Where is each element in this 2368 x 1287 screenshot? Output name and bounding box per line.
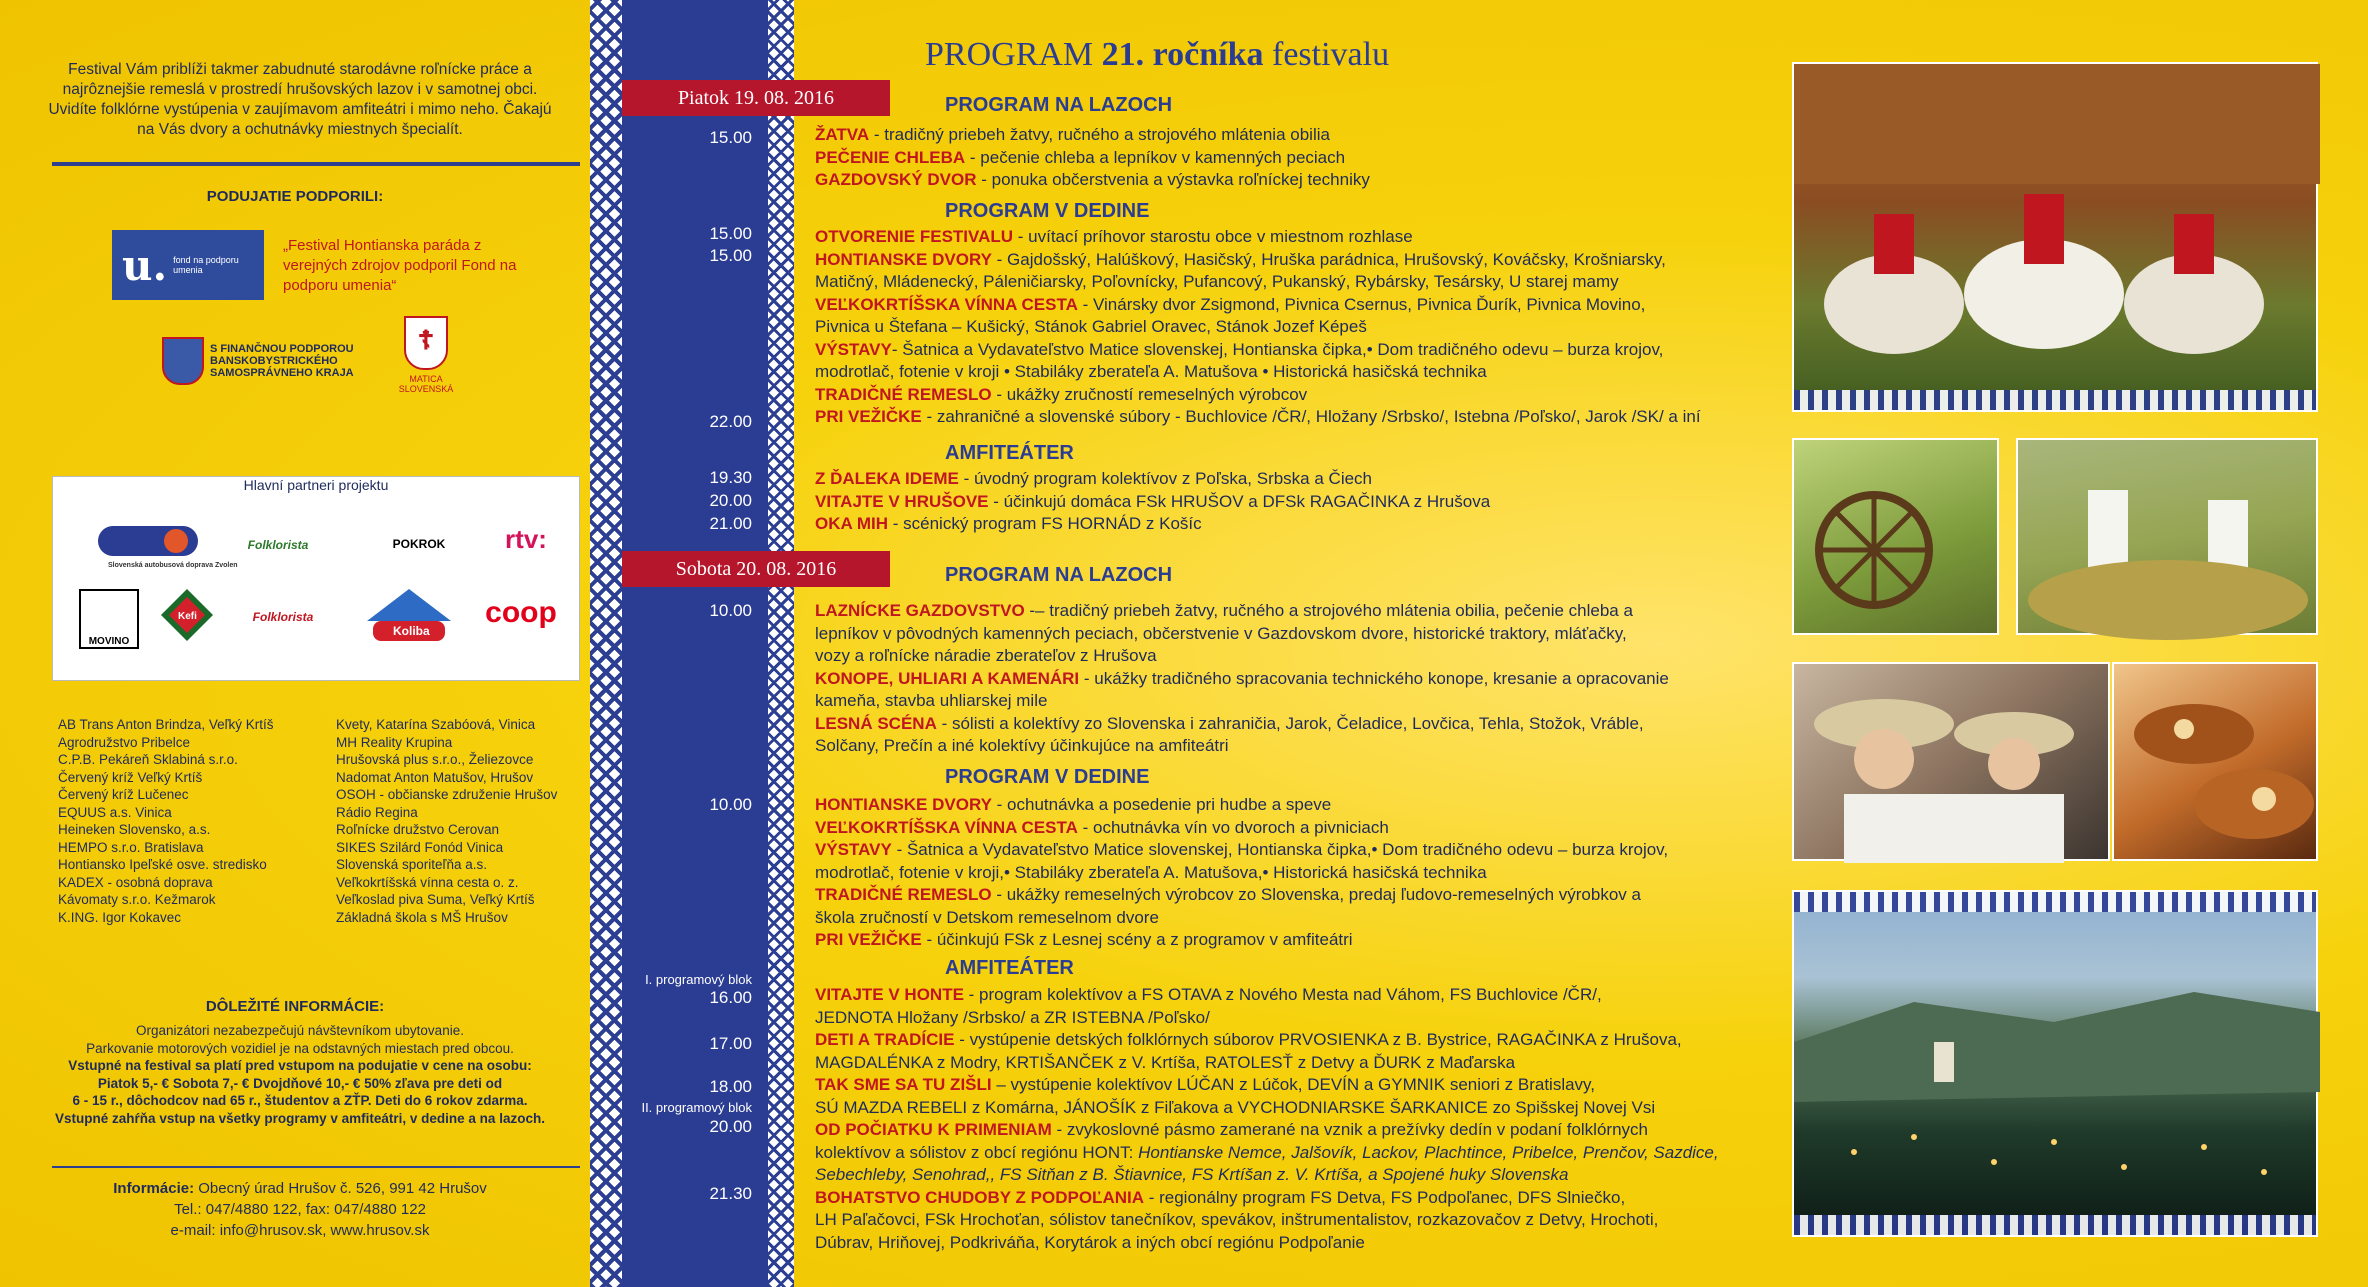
photo-children-hats — [1792, 662, 2110, 861]
event-name: TRADIČNÉ REMESLO — [815, 384, 992, 404]
list-item: AB Trans Anton Brindza, Veľký Krtíš — [58, 717, 274, 732]
time-label: 15.00 — [709, 224, 752, 243]
event-name: OKA MIH — [815, 514, 889, 533]
children-illustration — [1794, 664, 2112, 863]
day2-amfi-title: AMFITEÁTER — [945, 957, 1074, 979]
embroidery-border-top — [1794, 892, 2316, 912]
fpu-logo-letter: u. — [122, 240, 168, 290]
event-name: VEĽKOKRTÍŠSKA VÍNNA CESTA — [815, 817, 1078, 837]
event-text: - ochutnávka vín vo dvoroch a pivniciach — [1077, 817, 1389, 837]
photo-baked-goods — [2112, 662, 2318, 861]
day1-dedina-title: PROGRAM V DEDINE — [945, 200, 1150, 222]
intro-text: Festival Vám priblíži takmer zabudnuté starodávne roľnícke práce a najrôznejšie remeslá v prostredí hrušovských lazov i v samotnej obci. Uvidíte folklórne vystúpenia v zaujímavom amfiteátri i mimo neho. Čakajú na Vás dvory a ochutnávky miestnych špecialít. — [48, 61, 552, 138]
event-name: VITAJTE V HRUŠOVE — [815, 491, 989, 511]
event-text: JEDNOTA Hložany /Srbsko/ a ZR ISTEBNA /Poľsko/ — [815, 1007, 1210, 1027]
info-line: Organizátori nezabezpečujú návštevníkom ubytovanie. — [136, 1023, 464, 1038]
photo-village-panorama — [1792, 890, 2318, 1237]
event-text: - Gajdošský, Halúškový, Hasičský, Hruška parádnica, Hrušovský, Kováčsky, Krošniarsky, — [991, 249, 1666, 269]
event-name: VÝSTAVY — [815, 339, 892, 359]
event-name: VEĽKOKRTÍŠSKA VÍNNA CESTA — [815, 294, 1078, 314]
day1-lazy-title: PROGRAM NA LAZOCH — [945, 94, 1173, 116]
event-text: škola zručností v Detskom remeselnom dvore — [815, 907, 1159, 927]
day1-amfi-rows — [815, 468, 1765, 536]
event-text: - ponuka občerstvenia a výstavka roľníckej techniky — [976, 170, 1370, 189]
list-item: Agrodružstvo Pribelce — [58, 734, 191, 750]
koliba-icon — [359, 585, 459, 645]
support-title: PODUJATIE PODPORILI: — [206, 188, 384, 205]
fpu-statement: „Festival Hontianska paráda z verejných zdrojov podporil Fond na podporu umenia“ — [283, 237, 517, 294]
divider — [52, 162, 580, 166]
event-name: LESNÁ SCÉNA — [815, 713, 937, 733]
time-label: 15.00 — [709, 128, 752, 147]
rtv-logo: rtv: — [505, 523, 547, 554]
event-text: – vystúpenie kolektívov LÚČAN z Lúčok, DEVÍN a GYMNIK seniori z Bratislavy, — [991, 1075, 1596, 1094]
info-block — [40, 1022, 560, 1127]
event-text: - Vinársky dvor Zsigmond, Pivnica Csernus, Pivnica Ďurík, Pivnica Movino, — [1077, 294, 1646, 314]
pastry-illustration — [2114, 664, 2320, 863]
list-item: Hrušovská plus s.r.o., Želiezovce — [336, 752, 534, 767]
event-text: - scénický program FS HORNÁD z Košíc — [888, 514, 1202, 533]
event-text: - pečenie chleba a lepníkov v kamenných peciach — [965, 147, 1346, 167]
day2-lazy-title: PROGRAM NA LAZOCH — [945, 564, 1173, 586]
event-text: MAGDALÉNKA z Modry, KRTIŠANČEK z V. Krtíša, RATOLESŤ z Detvy a ĎURK z Maďarska — [815, 1052, 1516, 1072]
event-name: VITAJTE V HONTE — [815, 985, 964, 1004]
event-italic: Sebechleby, Senohrad,, FS Sitňan z B. Štiavnice, FS Krtíšan z. V. Krtíša, a Spojené huky Slovenska — [815, 1165, 1569, 1184]
list-item: EQUUS a.s. Vinica — [58, 804, 172, 820]
event-text: Pivnica u Štefana – Kušický, Stánok Gabriel Oravec, Stánok Jozef Képeš — [815, 317, 1367, 336]
list-item: Červený kríž Veľký Krtíš — [58, 769, 203, 785]
kefi-icon — [161, 589, 213, 641]
photo-harvest-men — [2016, 438, 2318, 635]
dancers-illustration — [1794, 64, 2320, 414]
list-item: Roľnícke družstvo Cerovan — [336, 822, 500, 837]
contact-address: Obecný úrad Hrušov č. 526, 991 42 Hrušov — [198, 1180, 487, 1197]
bbsk-crest-icon — [162, 337, 204, 385]
photo-folk-dancers — [1792, 62, 2318, 412]
blok-label: II. programový blok — [641, 1100, 752, 1115]
program-title — [925, 36, 1389, 74]
event-name: PRI VEŽIČKE — [815, 930, 922, 949]
list-item: C.P.B. Pekáreň Sklabiná s.r.o. — [58, 752, 238, 767]
blok-label: I. programový blok — [645, 972, 752, 987]
event-name: LAZNÍCKE GAZDOVSTVO — [815, 601, 1025, 620]
event-text: -– tradičný priebeh žatvy, ručného a strojového mlátenia obilia, pečenie chleba a — [1024, 601, 1633, 620]
matica-logo — [396, 316, 456, 394]
event-italic: Hontianske Nemce, Jalšovík, Lackov, Plachtince, Pribelce, Prenčov, Sazdice, — [1138, 1142, 1719, 1162]
event-text: LH Paľačovci, FSk Hrochoťan, sólistov tanečníkov, spevákov, inštrumentalistov, rozkazovačov z Detvy, Hrochoti, — [815, 1210, 1659, 1229]
list-item: Veľkokrtíšská vínna cesta o. z. — [336, 874, 519, 890]
time-label: 20.00 — [709, 1117, 752, 1136]
event-name: OTVORENIE FESTIVALU — [815, 227, 1014, 246]
day1-dedina-rows — [815, 226, 1765, 429]
event-text: modrotlač, fotenie v kroji • Stabiláky zberateľa A. Matušova • Historická hasičská technika — [815, 362, 1487, 381]
sponsors-right — [336, 716, 557, 926]
contact-email[interactable]: e-mail: info@hrusov.sk, www.hrusov.sk — [170, 1222, 430, 1239]
event-text: - uvítací príhovor starostu obce v miestnom rozhlase — [1013, 227, 1413, 246]
info-line: Piatok 5,- € Sobota 7,- € Dvojdňové 10,- € 50% zľava pre deti od — [97, 1075, 503, 1091]
village-illustration — [1794, 892, 2320, 1239]
info-line: Parkovanie motorových vozidiel je na odstavných miestach pred obcou. — [86, 1040, 514, 1056]
contact-phone: Tel.: 047/4880 122, fax: 047/4880 122 — [174, 1201, 426, 1218]
pokrok-logo: POKROK — [392, 537, 446, 551]
event-text: - regionálny program FS Detva, FS Podpoľanec, DFS Slniečko, — [1144, 1187, 1626, 1207]
event-text: - zahraničné a slovenské súbory - Buchlovice /ČR/, Hložany /Srbsko/, Istebna /Poľsko/, Jarok /SK/ a iní — [921, 407, 1701, 426]
title-bold: 21. ročníka — [1101, 36, 1264, 73]
event-text: - ukážky zručností remeselných výrobcov — [991, 384, 1308, 404]
list-item: SIKES Szilárd Fonód Vinica — [336, 839, 504, 855]
time-label: 16.00 — [709, 988, 752, 1007]
event-text: Matičný, Mládenecký, Páleničiarsky, Poľovnícky, Pufancový, Pukanský, Rybársky, Tesársky, U starej mamy — [815, 272, 1619, 291]
matica-text: MATICA SLOVENSKÁ — [398, 374, 454, 394]
title-pre: PROGRAM — [925, 36, 1102, 73]
sad-zvolen-logo — [93, 519, 238, 571]
list-item: Hontiansko Ipeľské osve. stredisko — [58, 857, 267, 872]
event-name: HONTIANSKE DVORY — [815, 249, 992, 269]
list-item: KADEX - osobná doprava — [58, 874, 213, 890]
double-cross-icon: ☦ — [404, 316, 448, 370]
ornament-strip-2 — [768, 0, 794, 1287]
event-name: VÝSTAVY — [815, 840, 892, 859]
list-item: Nadomat Anton Matušov, Hrušov — [336, 769, 534, 785]
event-name: BOHATSTVO CHUDOBY Z PODPOĽANIA — [815, 1187, 1144, 1207]
list-item: K.ING. Igor Kokavec — [58, 909, 182, 925]
kefi-logo — [161, 589, 213, 641]
movino-logo: MOVINO — [79, 589, 139, 649]
list-item: Heineken Slovensko, a.s. — [58, 822, 211, 837]
coop-logo: coop — [485, 596, 557, 629]
event-name: TAK SME SA TU ZIŠLI — [815, 1075, 992, 1094]
info-line: Vstupné zahŕňa vstup na všetky programy v amfiteátri, v dedine a na lazoch. — [55, 1110, 545, 1126]
day1-badge: Piatok 19. 08. 2016 — [622, 80, 890, 116]
event-text: kolektívov a sólistov z obcí regiónu HONT: — [815, 1142, 1139, 1162]
event-name: Z ĎALEKA IDEME — [815, 469, 959, 488]
event-text: Dúbrav, Hriňovej, Podkriváňa, Korytárok a iných obcí regiónu Podpoľanie — [815, 1232, 1365, 1252]
event-text: - zvykoslovné pásmo zamerané na vznik a prežívky dedín v podaní folklórnych — [1051, 1120, 1648, 1139]
day1-lazy-rows — [815, 124, 1765, 192]
contact-block — [40, 1178, 560, 1241]
event-text: - sólisti a kolektívy zo Slovenska i zahraničia, Jarok, Čeladice, Lovčica, Tehla, Stožok, Vráble, — [936, 713, 1644, 733]
embroidery-border-bottom — [1794, 1215, 2316, 1235]
contact-label: Informácie: — [113, 1180, 195, 1197]
fpu-logo — [112, 230, 264, 300]
event-text: modrotlač, fotenie v kroji,• Stabiláky zberateľa A. Matušova,• Historická hasičská technika — [815, 862, 1487, 882]
sponsors-left — [58, 716, 274, 926]
partners-title: Hlavní partneri projektu — [243, 477, 389, 493]
list-item: Slovenská sporiteľňa a.s. — [336, 857, 488, 872]
event-text: - účinkujú domáca FSk HRUŠOV a DFSk RAGAČINKA z Hrušova — [988, 491, 1491, 511]
bbsk-logo — [162, 337, 360, 385]
time-label: 15.00 — [709, 246, 752, 265]
left-panel — [0, 0, 590, 1287]
folklorista-logo: Folklorista — [247, 538, 309, 552]
koliba-logo-text: Koliba — [393, 624, 430, 638]
info-line: Vstupné na festival sa platí pred vstupom na podujatie v cene na osobu: — [68, 1058, 532, 1073]
event-text: - tradičný priebeh žatvy, ručného a strojového mlátenia obilia — [869, 125, 1330, 144]
time-label: 21.00 — [709, 514, 752, 533]
list-item: MH Reality Krupina — [336, 734, 453, 750]
event-text: vozy a roľnícke náradie zberateľov z Hrušova — [815, 646, 1157, 665]
day1-amfi-title: AMFITEÁTER — [945, 442, 1074, 464]
event-text: lepníkov v pôvodných kamenných peciach, občerstvenie v Gazdovskom dvore, historické traktory, mláťačky, — [815, 623, 1627, 643]
list-item: Rádio Regina — [336, 804, 418, 820]
time-label: 18.00 — [709, 1077, 752, 1096]
time-label: 10.00 — [709, 795, 752, 814]
event-text: SÚ MAZDA REBELI z Komárna, JÁNOŠÍK z Fiľakova a VYCHODNIARSKE ŠARKANICE zo Spišskej Novej Vsi — [815, 1097, 1656, 1117]
event-text: - Šatnica a Vydavateľstvo Matice slovenskej, Hontianska čipka,• Dom tradičného odevu – burza krojov, — [891, 840, 1669, 859]
time-label: 21.30 — [709, 1184, 752, 1203]
divider — [52, 1166, 580, 1168]
event-name: PRI VEŽIČKE — [815, 407, 922, 426]
sad-logo-icon — [98, 520, 238, 570]
day2-badge: Sobota 20. 08. 2016 — [622, 551, 890, 587]
embroidery-border — [1794, 390, 2316, 410]
day2-dedina-title: PROGRAM V DEDINE — [945, 766, 1150, 788]
event-text: - ochutnávka a posedenie pri hudbe a speve — [991, 795, 1332, 814]
partners-box — [52, 476, 580, 681]
kefi-logo-text: Kefi — [178, 611, 197, 622]
time-label: 22.00 — [709, 412, 752, 431]
list-item: Veľkoslad piva Suma, Veľký Krtíš — [336, 892, 535, 907]
event-text: - vystúpenie detských folklórnych súborov PRVOSIENKA z B. Bystrice, RAGAČINKA z Hrušova, — [954, 1030, 1682, 1049]
day2-lazy-rows — [815, 600, 1765, 758]
event-name: GAZDOVSKÝ DVOR — [815, 170, 977, 189]
photo-wagon-wheel — [1792, 438, 1999, 635]
event-text: - Šatnica a Vydavateľstvo Matice slovenskej, Hontianska čipka,• Dom tradičného odevu – burza krojov, — [891, 339, 1664, 359]
folklorista-logo-2: Folklorista — [252, 610, 314, 624]
event-text: kameňa, stavba uhliarskej mile — [815, 691, 1048, 710]
day2-dedina-rows — [815, 794, 1765, 952]
list-item: Základná škola s MŠ Hrušov — [336, 909, 508, 925]
event-text: - účinkujú FSk z Lesnej scény a z programov v amfiteátri — [921, 930, 1353, 949]
event-text: - ukážky remeselných výrobcov zo Slovenska, predaj ľudovo-remeselných výrobkov a — [991, 885, 1641, 904]
time-label: 17.00 — [709, 1034, 752, 1053]
event-name: DETI A TRADÍCIE — [815, 1030, 955, 1049]
info-title: DÔLEŽITÉ INFORMÁCIE: — [205, 998, 385, 1015]
event-text: - program kolektívov a FS OTAVA z Nového Mesta nad Váhom, FS Buchlovice /ČR/, — [963, 985, 1602, 1004]
harvest-illustration — [2018, 440, 2320, 637]
list-item: Červený kríž Lučenec — [58, 787, 189, 802]
list-item: HEMPO s.r.o. Bratislava — [58, 839, 204, 855]
bbsk-text: S FINANČNOU PODPOROU BANSKOBYSTRICKÉHO SAMOSPRÁVNEHO KRAJA — [210, 343, 354, 379]
event-name: TRADIČNÉ REMESLO — [815, 885, 992, 904]
event-text: - ukážky tradičného spracovania technického konope, kresanie a opracovanie — [1079, 668, 1669, 688]
day2-amfi-rows — [815, 984, 1765, 1254]
event-text: - úvodný program kolektívov z Poľska, Srbska a Čiech — [958, 469, 1373, 488]
event-name: ŽATVA — [815, 125, 870, 144]
info-line: 6 - 15 r., dôchodcov nad 65 r., študentov a ZŤP. Deti do 6 rokov zdarma. — [72, 1093, 528, 1108]
time-label: 20.00 — [709, 491, 752, 510]
list-item: OSOH - občianske združenie Hrušov — [336, 787, 558, 802]
title-post: festivalu — [1263, 36, 1390, 73]
event-name: KONOPE, UHLIARI A KAMENÁRI — [815, 668, 1080, 688]
fpu-logo-text: fond na podporu umenia — [173, 255, 239, 275]
list-item: Kvety, Katarína Szabóová, Vinica — [336, 717, 536, 732]
ornament-strip — [590, 0, 622, 1287]
event-text: Solčany, Prečín a iné kolektívy účinkujúce na amfiteátri — [815, 736, 1229, 755]
event-name: PEČENIE CHLEBA — [815, 147, 966, 167]
event-name: OD POČIATKU K PRIMENIAM — [815, 1120, 1052, 1139]
time-label: 10.00 — [709, 601, 752, 620]
event-name: HONTIANSKE DVORY — [815, 795, 992, 814]
list-item: Kávomaty s.r.o. Kežmarok — [58, 892, 216, 907]
koliba-logo — [359, 585, 459, 645]
wheel-illustration — [1794, 440, 2001, 637]
time-label: 19.30 — [709, 468, 752, 487]
sad-logo-text: Slovenská autobusová doprava Zvolen — [108, 562, 238, 569]
